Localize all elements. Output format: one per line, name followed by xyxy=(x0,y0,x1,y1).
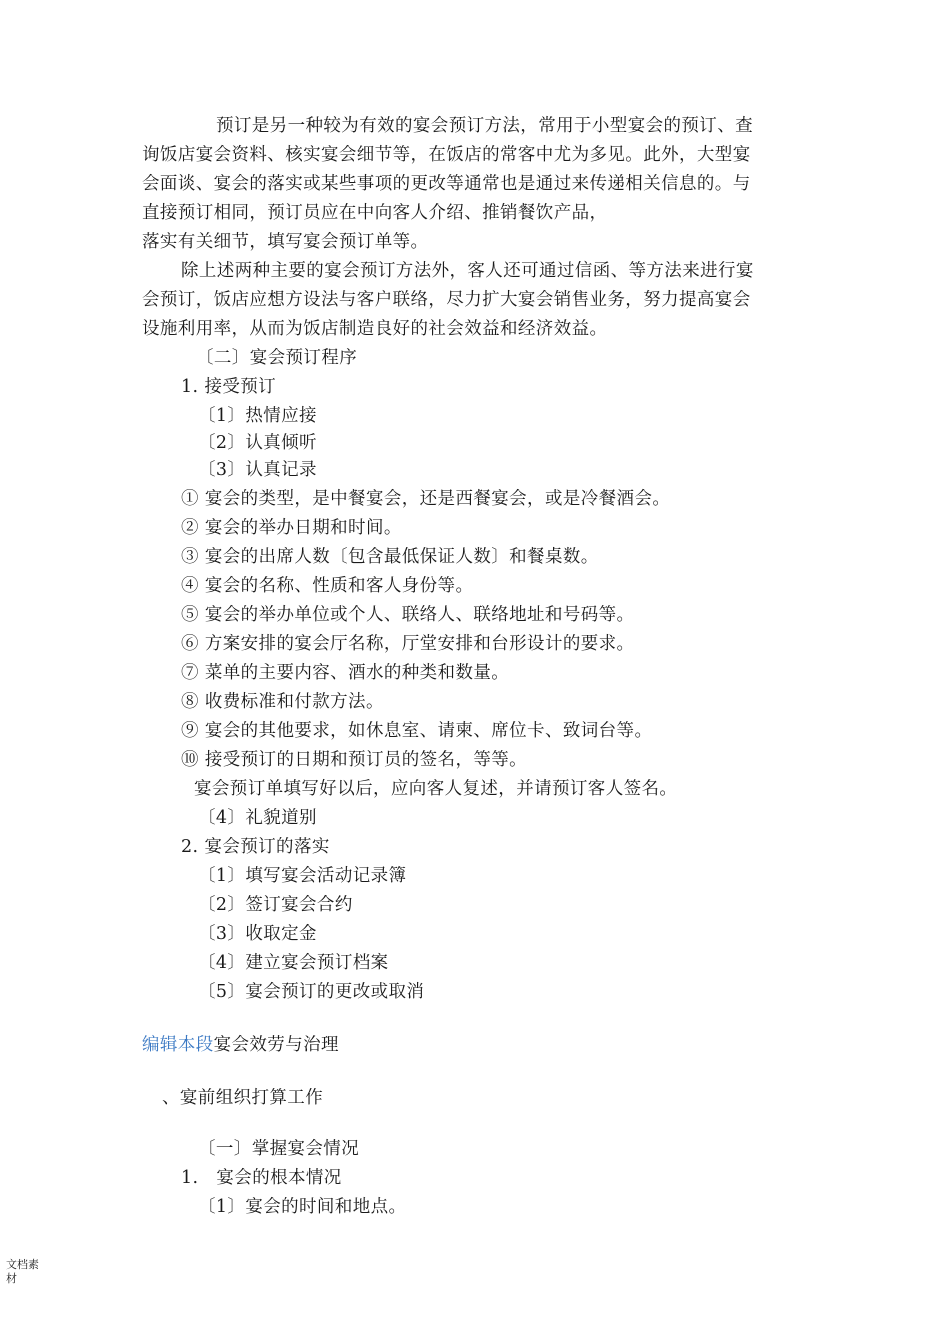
step2-subitem-5: 〔5〕宴会预订的更改或取消 xyxy=(198,982,425,1002)
step1-subitem-4: 〔4〕礼貌道别 xyxy=(198,808,317,828)
record-item-4: ④ 宴会的名称、性质和客人身份等。 xyxy=(181,576,474,596)
record-item-10: ⑩ 接受预订的日期和预订员的签名，等等。 xyxy=(181,750,528,770)
step2-subitem-3: 〔3〕收取定金 xyxy=(198,924,317,944)
edit-section-heading xyxy=(142,1035,339,1055)
intro-line-4: 直接预订相同，预订员应在中向客人介绍、推销餐饮产品， xyxy=(142,203,608,223)
grasp-heading: 〔一〕掌握宴会情况 xyxy=(198,1139,360,1159)
prep-heading: 、宴前组织打算工作 xyxy=(162,1088,324,1108)
step2-subitem-1: 〔1〕填写宴会活动记录簿 xyxy=(198,866,407,886)
intro-line-3: 会面谈、宴会的落实或某些事项的更改等通常也是通过来传递相关信息的。与 xyxy=(142,174,751,194)
para2-line-1: 除上述两种主要的宴会预订方法外，客人还可通过信函、等方法来进行宴 xyxy=(181,261,754,281)
record-item-5: ⑤ 宴会的举办单位或个人、联络人、联络地址和号码等。 xyxy=(181,605,635,625)
record-item-6: ⑥ 方案安排的宴会厅名称，厅堂安排和台形设计的要求。 xyxy=(181,634,635,654)
para2-line-3: 设施利用率，从而为饭店制造良好的社会效益和经济效益。 xyxy=(142,319,608,339)
record-item-3: ③ 宴会的出席人数〔包含最低保证人数〕和餐桌数。 xyxy=(181,547,599,567)
step2-subitem-2: 〔2〕签订宴会合约 xyxy=(198,895,353,915)
footer-line-1: 文档素 xyxy=(6,1258,39,1271)
record-item-7: ⑦ 菜单的主要内容、酒水的种类和数量。 xyxy=(181,663,510,683)
footer-label xyxy=(6,1258,46,1286)
step1-note: 宴会预订单填写好以后，应向客人复述，并请预订客人签名。 xyxy=(194,779,678,799)
grasp-subitem-1: 〔1〕宴会的时间和地点。 xyxy=(198,1197,407,1217)
step1-title: 1. 接受预订 xyxy=(181,377,277,397)
edit-section-link[interactable]: 编辑本段 xyxy=(142,1035,214,1055)
record-item-8: ⑧ 收费标准和付款方法。 xyxy=(181,692,384,712)
step2-title: 2. 宴会预订的落实 xyxy=(181,837,330,857)
para2-line-2: 会预订，饭店应想方设法与客户联络，尽力扩大宴会销售业务，努力提高宴会 xyxy=(142,290,751,310)
step2-subitem-4: 〔4〕建立宴会预订档案 xyxy=(198,953,389,973)
record-item-1: ① 宴会的类型，是中餐宴会，还是西餐宴会，或是冷餐酒会。 xyxy=(181,489,671,509)
intro-line-5: 落实有关细节，填写宴会预订单等。 xyxy=(142,232,429,252)
step1-subitem-3: 〔3〕认真记录 xyxy=(198,460,317,480)
record-item-9: ⑨ 宴会的其他要求，如休息室、请柬、席位卡、致词台等。 xyxy=(181,721,653,741)
section-heading: 〔二〕宴会预订程序 xyxy=(196,348,358,368)
footer-line-2: 材 xyxy=(6,1272,17,1285)
step1-subitem-2: 〔2〕认真倾听 xyxy=(198,433,317,453)
edit-section-title: 宴会效劳与治理 xyxy=(213,1035,339,1055)
record-item-2: ② 宴会的举办日期和时间。 xyxy=(181,518,402,538)
step1-subitem-1: 〔1〕热情应接 xyxy=(198,406,317,426)
grasp-item-1: 1. 宴会的根本情况 xyxy=(181,1168,342,1188)
intro-line-1: 预订是另一种较为有效的宴会预订方法，常用于小型宴会的预订、查 xyxy=(216,116,753,136)
intro-line-2: 询饭店宴会资料、核实宴会细节等，在饭店的常客中尤为多见。此外，大型宴 xyxy=(142,145,751,165)
